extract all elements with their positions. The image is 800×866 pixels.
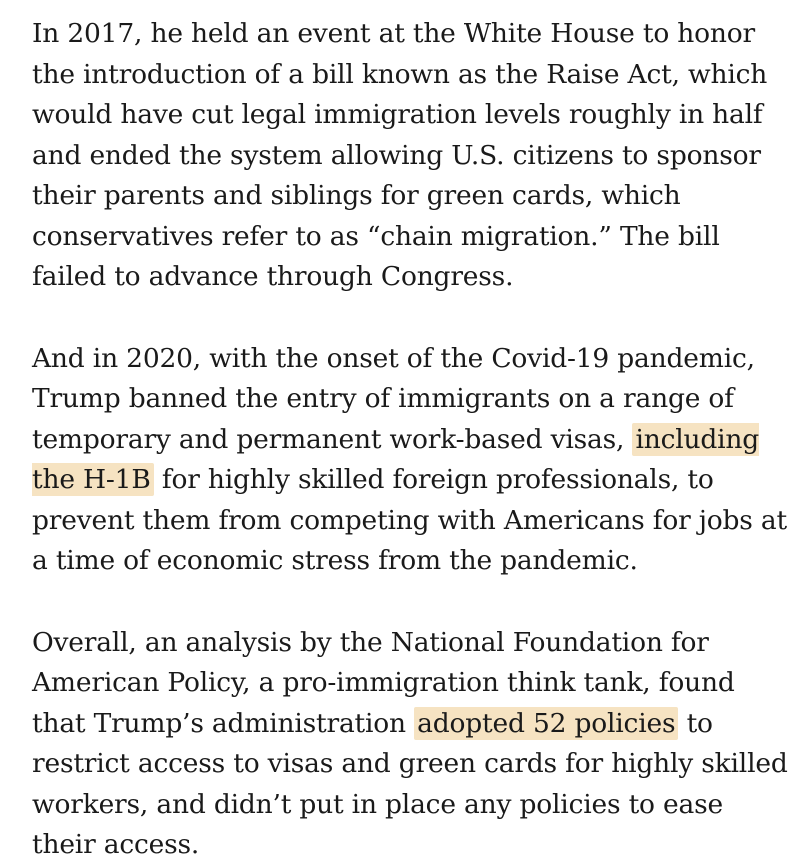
paragraph-text-after: to restrict access to visas and green cards for highly skilled workers, and didn’t put in place any policies to ease their access.	[32, 707, 788, 860]
paragraph-text-before: Overall, an analysis by the National Foundation for American Policy, a pro-immigration think tank, found that Trump’s administration	[32, 626, 735, 739]
h1b-link[interactable]: including the H-1B	[32, 423, 760, 495]
paragraph-nfap-analysis	[32, 623, 792, 866]
policies-link[interactable]: adopted 52 policies	[414, 707, 678, 740]
paragraph-text-after: for highly skilled foreign professionals, to prevent them from competing with Americans for jobs at a time of economic stress from the pandemic.	[32, 464, 787, 576]
paragraph-text: In 2017, he held an event at the White House to honor the introduction of a bill known as the Raise Act, which would have cut legal immigration levels roughly in half and ended the system allowing U.S. citizens to sponsor their parents and siblings for green cards, which conservatives refer to as “chain migration.” The bill failed to advance through Congress.	[32, 18, 768, 292]
paragraph-text-before: And in 2020, with the onset of the Covid-19 pandemic, Trump banned the entry of immigrants on a range of temporary and permanent work-based visas,	[32, 342, 755, 455]
paragraph-raise-act	[32, 14, 792, 298]
article-body	[32, 14, 792, 866]
paragraph-covid-visa-ban	[32, 339, 792, 582]
